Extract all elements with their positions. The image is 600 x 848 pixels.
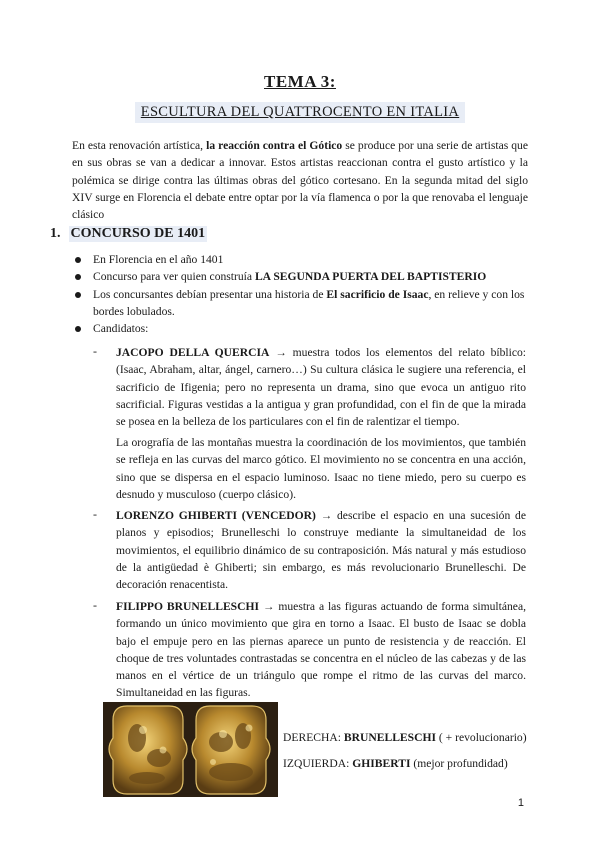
dash-icon: - (93, 598, 97, 612)
candidate-quercia (93, 344, 526, 430)
subtitle-container (0, 102, 600, 123)
bronze-reliefs-illustration (103, 702, 278, 797)
caption-artist: GHIBERTI (352, 757, 411, 770)
caption-left (283, 757, 508, 770)
bullet-icon (75, 274, 81, 280)
list-item-text-end: , en relieve y con los bordes lobulados. (93, 287, 525, 318)
caption-note: ( + revolucionario) (436, 731, 527, 744)
list-item (72, 268, 530, 285)
candidate-name: JACOPO DELLA QUERCIA (116, 346, 270, 359)
bullet-icon (75, 257, 81, 263)
caption-artist: BRUNELLESCHI (343, 731, 437, 744)
intro-paragraph (72, 137, 528, 223)
intro-text-end: se produce por una serie de artistas que en sus obras se van a dedicar a innovar. Estos artistas reaccionan contra el gusto artístico y la polémica se dirige contra las últimas obras del gótico cortesano. En la segunda mitad del siglo XIV surge en Florencia el debate entre optar por la vía flamenca o por la que renovaba el lenguaje clásico (72, 139, 528, 222)
bullet-icon (75, 292, 81, 298)
list-item-text: Candidatos: (93, 322, 149, 336)
candidate-text (116, 344, 526, 430)
list-item-text: Los concursantes debían presentar una historia de (93, 287, 327, 301)
candidate-brunelleschi (93, 598, 526, 702)
list-item (72, 286, 530, 321)
page-number: 1 (517, 797, 524, 809)
section-title: CONCURSO DE 1401 (70, 226, 206, 241)
list-item-text: Concurso para ver quien construía (93, 270, 255, 284)
list-item (72, 251, 530, 268)
dash-icon: - (93, 344, 97, 358)
page-title: TEMA 3: (264, 72, 336, 91)
caption-right (283, 731, 527, 744)
section-heading (50, 226, 207, 242)
caption-note: (mejor profundidad) (410, 757, 508, 770)
page-subtitle: ESCULTURA DEL QUATTROCENTO EN ITALIA (135, 102, 465, 123)
candidate-text (116, 507, 526, 593)
list-item-bold: LA SEGUNDA PUERTA DEL BAPTISTERIO (254, 270, 487, 284)
candidate-description: → muestra a las figuras actuando de forma simultánea, formando un único movimiento que gira en torno a Isaac. El busto de Isaac se dobla bajo el empuje pero en las piernas aparece un punto de resistencia y de reacción. El choque de tres voluntades contrastadas se concentra en el núcleo de las cabezas y de las manos en el vértice de un triángulo que rompe el ritmo de las curvas del marco. Simultaneidad en las figuras. (116, 600, 526, 700)
candidate-text (116, 598, 526, 702)
list-item-bold: El sacrificio de Isaac (326, 287, 429, 301)
candidate-name: LORENZO GHIBERTI (VENCEDOR) (116, 509, 316, 522)
relief-panels-image (103, 702, 278, 797)
bullet-icon (75, 326, 81, 332)
intro-text-start: En esta renovación artística, (72, 139, 207, 152)
section-number: 1. (50, 226, 61, 241)
intro-bold: la reacción contra el Gótico (206, 139, 343, 152)
quercia-paragraph-2: La orografía de las montañas muestra la coordinación de los movimientos, que también se refleja en las curvas del marco gótico. El movimiento no se concentra en una acción, sino que se dispersa en el espacio luminoso. Isaac no tiene miedo, pero su cuerpo es desnudo y musculoso (cuerpo clásico). (116, 436, 526, 501)
candidate-description: → describe el espacio en una sucesión de planos y episodios; Brunelleschi lo construye mediante la simultaneidad de los movimientos, el equilibrio dinámico de su contraposición. Más natural y más estudioso de la antigüedad è Ghiberti; sin embargo, es más revolucionario Brunelleschi. De decoración renacentista. (116, 509, 526, 592)
bullet-list (72, 251, 530, 337)
caption-label: IZQUIERDA: (283, 757, 353, 770)
candidate-name: FILIPPO BRUNELLESCHI (116, 600, 260, 613)
caption-label: DERECHA: (283, 731, 344, 744)
candidate-description: → muestra todos los elementos del relato bíblico: (Isaac, Abraham, altar, ángel, carnero…) Su cultura clásica le sugiere una referencia, el sacrificio de Ifigenia; pero no representa un drama, sino que evoca un antiguo rito sacrificial. Figuras vestidas a la antigua y gran profundidad, con el fin de que la mirada se posea en la belleza de los particulares con el fin de ralentizar el tiempo. (116, 346, 526, 429)
candidate-ghiberti (93, 507, 526, 593)
dash-icon: - (93, 507, 97, 521)
list-item (72, 320, 530, 337)
list-item-text: En Florencia en el año 1401 (93, 253, 224, 266)
